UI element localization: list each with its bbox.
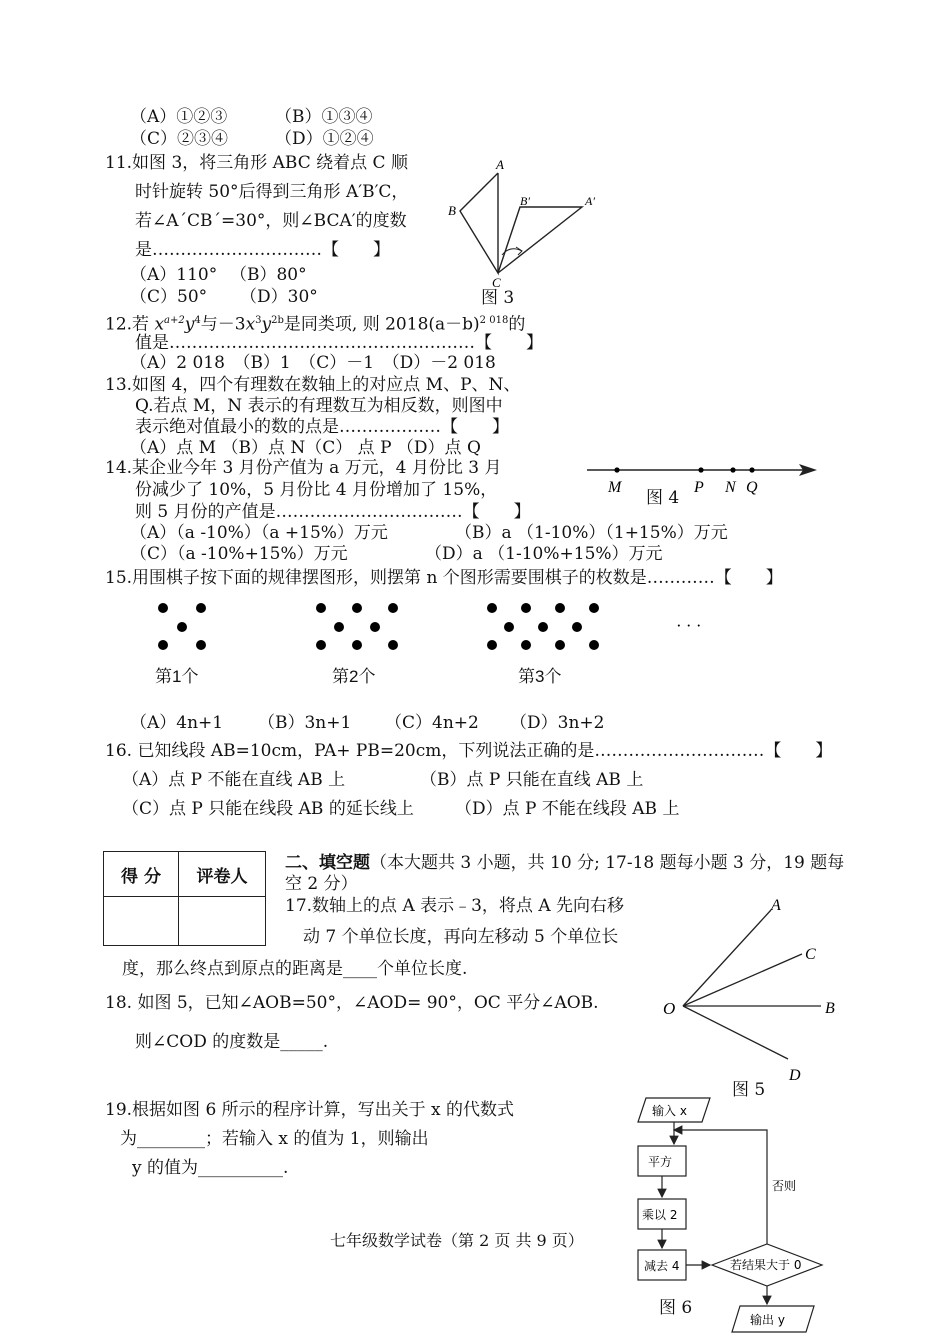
figure-go-stone-patterns xyxy=(150,598,730,693)
q19-line3: y 的值为__________. xyxy=(132,1158,289,1178)
pattern-label-1: 第1个 xyxy=(155,667,199,686)
svg-text:输入 x: 输入 x xyxy=(652,1104,687,1118)
q14-line1: 14.某企业今年 3 月份产值为 a 万元，4 月份比 3 月 xyxy=(105,458,502,478)
fig5-label-b: B xyxy=(825,1000,835,1017)
fig5-label-a: A xyxy=(771,897,781,914)
fig3-label-a: A xyxy=(496,157,504,172)
q11-option-c: （C）50° xyxy=(130,287,208,307)
q14-line3: 则 5 月份的产值是……………………………【 】 xyxy=(135,502,531,522)
svg-text:平方: 平方 xyxy=(648,1155,673,1169)
q18-line1: 18. 如图 5，已知∠AOB=50°，∠AOD= 90°，OC 平分∠AOB. xyxy=(105,993,599,1013)
pattern-1 xyxy=(158,603,206,650)
q10-option-d: （D）①②④ xyxy=(275,129,374,149)
fig3-label-a-prime: A′ xyxy=(585,194,595,208)
q13-line1: 13.如图 4，四个有理数在数轴上的对应点 M、P、N、 xyxy=(105,375,521,395)
page-footer: 七年级数学试卷（第 2 页 共 9 页） xyxy=(330,1231,584,1250)
score-table xyxy=(103,851,266,946)
q11-option-a: （A）110° xyxy=(130,265,218,285)
q17-line2: 动 7 个单位长度，再向左移动 5 个单位长 xyxy=(303,927,619,947)
q14-option-d: （D）a （1-10%+15%）万元 xyxy=(425,544,663,564)
fig3-label-b: B xyxy=(448,203,456,218)
q18-line2: 则∠COD 的度数是_____. xyxy=(135,1032,329,1052)
q12-options: （A）2 018 （B）1 （C）－1 （D）－2 018 xyxy=(130,353,496,373)
q16-line1: 16. 已知线段 AB=10cm，PA+ PB=20cm，下列说法正确的是…………………………【 】 xyxy=(105,741,833,761)
fig3-label-b-prime: B′ xyxy=(520,194,530,208)
q19-line1: 19.根据如图 6 所示的程序计算，写出关于 x 的代数式 xyxy=(105,1100,515,1120)
fig4-label-q: Q xyxy=(746,479,758,496)
q17-line3: 度，那么终点到原点的距离是____个单位长度. xyxy=(122,959,468,979)
q15-option-b: （B）3n+1 xyxy=(258,713,352,733)
q12-line2: 值是………………………………………………【 】 xyxy=(135,333,543,353)
flow-no-label: 否则 xyxy=(772,1179,797,1193)
point-m xyxy=(614,467,619,472)
q13-line3: 表示绝对值最小的数的点是………………【 】 xyxy=(135,417,509,437)
q14-option-a: （A）（a -10%）（a +15%）万元 xyxy=(130,523,388,543)
figure-3-triangle-rotation xyxy=(440,155,610,315)
q15-option-d: （D）3n+2 xyxy=(510,713,605,733)
q11-line2: 时针旋转 50°后得到三角形 A′B′C， xyxy=(135,182,409,202)
q10-option-a: （A）①②③ xyxy=(130,107,228,127)
figure-3-caption: 图 3 xyxy=(481,288,515,308)
figure-6-caption: 图 6 xyxy=(659,1298,693,1318)
q15-line1: 15.用围棋子按下面的规律摆图形，则摆第 n 个图形需要围棋子的枚数是…………【 】 xyxy=(105,568,783,588)
q11-line3: 若∠A´CB´=30°，则∠BCA′的度数 xyxy=(135,211,407,231)
section-2-desc-cont: 空 2 分） xyxy=(285,874,358,894)
pattern-2 xyxy=(316,603,398,650)
fig4-label-m: M xyxy=(608,479,622,496)
grader-header: 评卷人 xyxy=(179,852,266,897)
q12-line1: 12.若 $x^{a+2}y^4$与$-3x^3y^{2b}$是同类项, 则 $2018(a-b)^{2 018}$的 xyxy=(105,314,526,335)
svg-text:若结果大于 0: 若结果大于 0 xyxy=(730,1258,802,1272)
q14-line2: 份减少了 10%，5 月份比 4 月份增加了 15%， xyxy=(135,480,498,500)
fig5-label-o: O xyxy=(663,999,676,1018)
figure-5-caption: 图 5 xyxy=(732,1080,766,1100)
svg-text:输出 y: 输出 y xyxy=(750,1313,785,1327)
grader-cell[interactable] xyxy=(179,897,266,946)
q11-line4: 是…………………………【 】 xyxy=(135,240,390,260)
svg-text:减去 4: 减去 4 xyxy=(644,1259,680,1273)
score-cell[interactable] xyxy=(104,897,179,946)
q15-option-a: （A）4n+1 xyxy=(130,713,224,733)
pattern-3 xyxy=(487,603,599,650)
q15-option-c: （C）4n+2 xyxy=(385,713,479,733)
score-header: 得 分 xyxy=(104,852,179,897)
q11-option-b: （B）80° xyxy=(230,265,307,285)
fig4-label-p: P xyxy=(694,479,704,496)
fig5-label-c: C xyxy=(805,946,816,963)
section-2-heading: 二、填空题（本大题共 3 小题，共 10 分; 17-18 题每小题 3 分，19 题每 xyxy=(285,853,845,873)
point-p xyxy=(698,467,703,472)
point-n xyxy=(730,467,735,472)
figure-4-caption: 图 4 xyxy=(646,488,680,508)
pattern-label-2: 第2个 xyxy=(332,667,376,686)
q14-option-c: （C）（a -10%+15%）万元 xyxy=(130,544,348,564)
q16-option-d: （D）点 P 不能在线段 AB 上 xyxy=(455,799,680,819)
fig3-label-c: C xyxy=(492,275,501,290)
pattern-label-3: 第3个 xyxy=(518,667,562,686)
q11-line1: 11.如图 3，将三角形 ABC 绕着点 C 顺 xyxy=(105,153,408,173)
svg-text:乘以 2: 乘以 2 xyxy=(642,1208,678,1222)
q13-line2: Q.若点 M，N 表示的有理数互为相反数，则图中 xyxy=(135,396,503,416)
q11-option-d: （D）30° xyxy=(240,287,318,307)
figure-6-flowchart xyxy=(626,1094,836,1340)
q14-option-b: （B）a （1-10%）（1+15%）万元 xyxy=(455,523,728,543)
figure-5-angles xyxy=(655,890,855,1090)
point-q xyxy=(749,467,754,472)
q10-option-c: （C）②③④ xyxy=(130,129,229,149)
figure-4-number-line xyxy=(585,458,825,508)
q17-line1: 17.数轴上的点 A 表示﹣3，将点 A 先向右移 xyxy=(285,896,625,916)
q16-option-c: （C）点 P 只能在线段 AB 的延长线上 xyxy=(122,799,414,819)
q16-option-b: （B）点 P 只能在直线 AB 上 xyxy=(420,770,644,790)
pattern-ellipsis: · · · xyxy=(676,616,702,635)
fig5-label-d: D xyxy=(789,1067,801,1084)
fig4-label-n: N xyxy=(725,479,736,496)
q10-option-b: （B）①③④ xyxy=(275,107,373,127)
q19-line2: 为________；若输入 x 的值为 1，则输出 xyxy=(120,1129,429,1149)
q16-option-a: （A）点 P 不能在直线 AB 上 xyxy=(122,770,346,790)
q13-options: （A）点 M （B）点 N（C） 点 P （D）点 Q xyxy=(130,438,481,458)
